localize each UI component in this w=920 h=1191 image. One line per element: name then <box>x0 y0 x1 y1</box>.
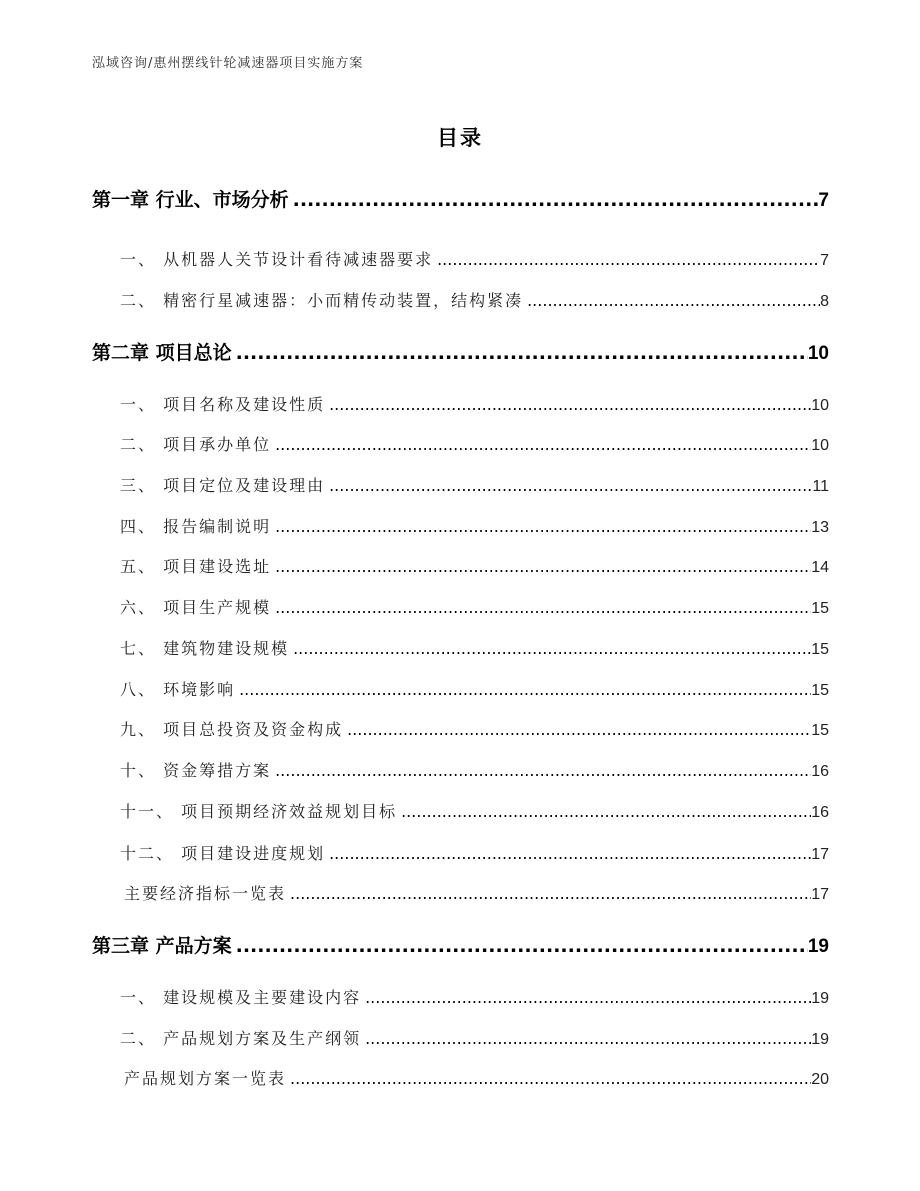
toc-page-number: 15 <box>811 641 829 658</box>
toc-title: 目录 <box>437 126 483 150</box>
toc-dot-leader <box>275 435 811 454</box>
toc-entry-label: 主要经济指标一览表 <box>124 884 287 903</box>
toc-entry-table[interactable] <box>124 1066 829 1088</box>
toc-entry-chapter-2[interactable] <box>92 338 829 364</box>
toc-dot-leader <box>239 680 811 699</box>
toc-dot-leader <box>365 1029 811 1048</box>
toc-entry-label: 二、 项目承办单位 <box>120 435 272 454</box>
toc-dot-leader <box>329 476 812 495</box>
toc-entry-section[interactable] <box>120 595 829 617</box>
toc-dot-leader <box>437 250 820 269</box>
toc-page-number: 7 <box>818 190 829 211</box>
toc-entry-label: 四、 报告编制说明 <box>120 517 272 536</box>
toc-entry-label: 一、 从机器人关节设计看待减速器要求 <box>120 250 434 269</box>
toc-page-number: 16 <box>811 804 829 821</box>
toc-entry-label: 十、 资金筹措方案 <box>120 761 272 780</box>
toc-entry-chapter-3[interactable] <box>92 931 829 957</box>
toc-page-number: 10 <box>811 397 829 414</box>
toc-entry-label: 第一章 行业、市场分析 <box>92 189 289 211</box>
toc-dot-leader <box>527 291 820 310</box>
toc-page-number: 15 <box>811 682 829 699</box>
toc-page-number: 17 <box>811 846 829 863</box>
toc-entry-label: 三、 项目定位及建设理由 <box>120 476 326 495</box>
toc-entry-label: 十二、 项目建设进度规划 <box>120 844 326 863</box>
running-header: 泓域咨询/惠州摆线针轮减速器项目实施方案 <box>92 56 364 71</box>
toc-dot-leader <box>365 988 811 1007</box>
toc-page-number: 10 <box>811 437 829 454</box>
toc-entry-label: 五、 项目建设选址 <box>120 557 272 576</box>
toc-page-number: 19 <box>811 990 829 1007</box>
toc-entry-section[interactable] <box>120 392 829 414</box>
toc-entry-section[interactable] <box>120 1026 829 1048</box>
toc-entry-label: 八、 环境影响 <box>120 680 236 699</box>
toc-dot-leader <box>290 884 811 903</box>
toc-page-number: 15 <box>811 600 829 617</box>
toc-entry-label: 九、 项目总投资及资金构成 <box>120 720 344 739</box>
toc-dot-leader <box>401 802 811 821</box>
toc-entry-table[interactable] <box>124 881 829 903</box>
toc-entry-section[interactable] <box>120 247 829 269</box>
toc-page-number: 19 <box>811 1031 829 1048</box>
toc-entry-label: 一、 项目名称及建设性质 <box>120 395 326 414</box>
toc-page-number: 16 <box>811 763 829 780</box>
toc-dot-leader <box>293 189 819 211</box>
toc-entry-section[interactable] <box>120 717 829 739</box>
toc-page-number: 14 <box>811 559 829 576</box>
toc-entry-section[interactable] <box>120 514 829 536</box>
toc-entry-section[interactable] <box>120 473 829 495</box>
toc-entry-section[interactable] <box>120 432 829 454</box>
toc-entry-section[interactable] <box>120 288 829 310</box>
toc-dot-leader <box>236 935 808 957</box>
toc-page-number: 20 <box>811 1071 829 1088</box>
toc-dot-leader <box>275 517 811 536</box>
toc-entry-section[interactable] <box>120 677 829 699</box>
toc-entry-section[interactable] <box>120 841 829 863</box>
toc-dot-leader <box>329 844 811 863</box>
toc-page-number: 8 <box>820 293 829 310</box>
toc-page-number: 17 <box>811 886 829 903</box>
toc-entry-section[interactable] <box>120 799 829 821</box>
toc-entry-section[interactable] <box>120 985 829 1007</box>
toc-page-number: 19 <box>807 936 829 957</box>
toc-entry-label: 一、 建设规模及主要建设内容 <box>120 988 362 1007</box>
toc-page-number: 11 <box>812 478 829 495</box>
toc-dot-leader <box>275 598 811 617</box>
toc-entry-label: 产品规划方案一览表 <box>124 1069 287 1088</box>
toc-entry-section[interactable] <box>120 758 829 780</box>
toc-entry-label: 第二章 项目总论 <box>92 342 232 364</box>
toc-entry-label: 二、 精密行星减速器：小而精传动装置，结构紧凑 <box>120 291 524 310</box>
toc-entry-label: 二、 产品规划方案及生产纲领 <box>120 1029 362 1048</box>
toc-page-number: 15 <box>811 722 829 739</box>
toc-page-number: 7 <box>820 252 829 269</box>
toc-dot-leader <box>293 639 811 658</box>
toc-dot-leader <box>329 395 811 414</box>
toc-dot-leader <box>275 761 811 780</box>
toc-entry-label: 十一、 项目预期经济效益规划目标 <box>120 802 398 821</box>
toc-page-number: 13 <box>811 519 829 536</box>
toc-page-number: 10 <box>807 343 829 364</box>
toc-entry-label: 第三章 产品方案 <box>92 935 232 957</box>
toc-entry-section[interactable] <box>120 554 829 576</box>
toc-entry-label: 七、 建筑物建设规模 <box>120 639 290 658</box>
toc-dot-leader <box>347 720 811 739</box>
toc-dot-leader <box>236 342 808 364</box>
toc-dot-leader <box>290 1069 811 1088</box>
toc-entry-label: 六、 项目生产规模 <box>120 598 272 617</box>
toc-dot-leader <box>275 557 811 576</box>
toc-entry-section[interactable] <box>120 636 829 658</box>
toc-entry-chapter-1[interactable] <box>92 185 829 211</box>
